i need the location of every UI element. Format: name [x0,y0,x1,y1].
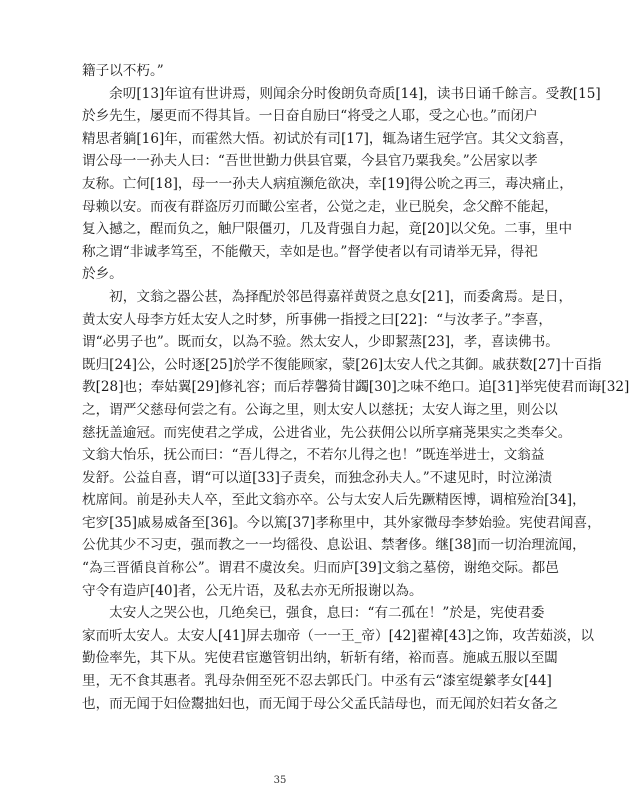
page-number: 35 [273,775,287,786]
text-line: 谓“必男子也”。既而女，以為不验。然太安人，少即絜蒸[23]，孝，喜读佛书。 [82,334,559,351]
text-body [82,60,629,715]
text-line: 既归[24]公，公时逐[25]於学不復能顾家，蒙[26]太安人代之其御。戚获数[27]十百指 [82,356,602,373]
text-line: 勤俭率先，其下从。宪使君宦邀管钥出纳，斩斩有绪，裕而喜。施戚五服以至闆 [82,650,558,667]
text-line: 籍子以不朽。” [82,63,164,79]
text-line: 母赖以安。而夜有群盗厉刃而瞰公室者，公觉之走，业已脱矣，念父醉不能起， [82,198,558,215]
text-line: 教[28]也；奉姑翼[29]修礼容；而后荐馨猗甘蠲[30]之味不绝口。追[31]举宪使君而诲[32] [82,379,629,396]
text-line: 枕席间。前是孙夫人卒，至此文翁亦卒。公与太安人后先蹶精医博，调棺殓治[34]， [82,492,586,509]
text-line: 文翁大怡乐，抚公而曰：“吾儿得之，不若尔儿得之也！”既连举进士，文翁益 [82,447,545,464]
text-line: 发舒。公益自喜，谓“可以道[33]子责矣，而独念孙夫人。”不逮见时，时泣涕渍 [82,469,553,486]
text-line: 友称。亡何[18]，母一一孙夫人病疽濒危欲决，幸[19]得公吮之再三，毒决痛止， [82,175,573,192]
text-line: 家而听太安人。太安人[41]屏去珈帝（一一王_帝）[42]翟褘[43]之饰，攻苦茹淡，以 [82,627,594,644]
text-line: 慈抚盖逾冠。而宪使君之学成，公进省业，先公获佣公以所享痛荛果实之类奉父。 [82,424,572,441]
text-line: 称之谓“非诚孝笃至，不能儆天，幸如是也。”督学使者以有司请举无异，得祀 [82,243,538,260]
text-line: 公优其少不习吏，强而教之一一均徭役、息讼诅、禁奢侈。继[38]而一切治理流闻， [82,537,586,554]
text-line: 精思者躺[16]年，而霍然大悟。初试於有司[17]，辄為诸生冠学宫。其父文翁喜， [82,130,573,147]
text-line: 谓公母一一孙夫人曰：“吾世世勤力供县官粟，今县官乃粟我矣。”公居家以孝 [82,153,538,170]
text-line: 里，无不食其惠者。乳母杂佣至死不忍去郭氏门。中丞有云“漆室缇縈孝女[44] [82,673,552,690]
text-line: 於乡先生，屡更而不得其旨。一日奋自励曰“将受之人耶，受之心也。”而闭户 [82,108,538,125]
text-line: 守令有造庐[40]者，公无片语，及私去亦无所报谢以為。 [82,582,423,599]
text-line: 太安人之哭公也，几绝矣已，强食，息曰：“有二孤在！”於是，宪使君委 [82,605,545,622]
text-line: “為三晋循良首称公”。谓君不虞汝矣。归而庐[39]文翁之墓傍，谢绝交际。都邑 [82,560,559,577]
text-line: 黄太安人母李方妊太安人之时梦，所事佛一指授之曰[22]：“与汝孝子。”李喜， [82,311,553,328]
text-line: 宅穸[35]戚易威备至[36]。今以篤[37]孝称里中，其外家微母李梦始验。宪使君闻喜， [82,514,601,531]
text-line: 复入撼之，酲而负之，触尸限僵刃，几及背强自力起，竟[20]以父免。二事，里中 [82,221,573,238]
text-line: 於乡。 [82,266,123,283]
text-line: 初，文翁之器公甚，為择配於邻邑得嘉祥黄贤之息女[21]，而委禽焉。是日， [82,288,573,305]
text-line: 余叨[13]年谊有世讲焉，则闻余分时俊朗负奇质[14]，读书日诵千餘言。受教[15] [82,85,601,102]
text-line: 也，而无闻于妇俭鬻拙妇也，而无闻于母公父孟氏詰母也，而无闻於妇若女备之 [82,695,558,712]
text-line: 之，谓严父慈母何尝之有。公诲之里，则太安人以慈抚；太安人诲之里，则公以 [82,401,558,418]
